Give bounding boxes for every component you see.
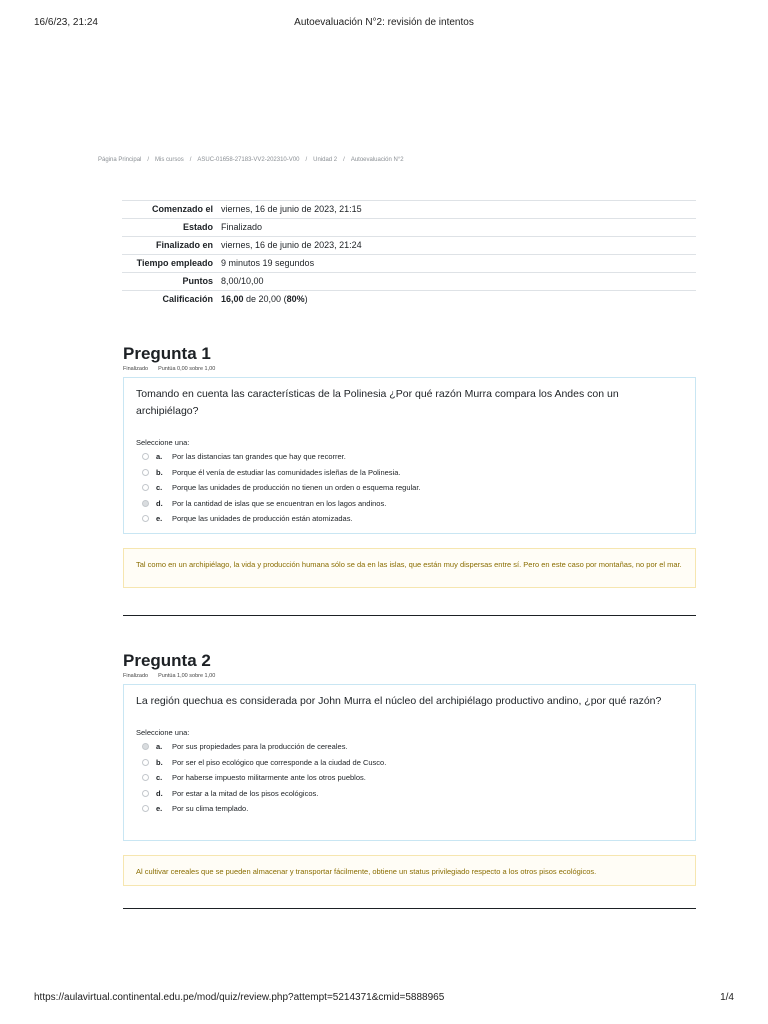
- answer-letter: b.: [156, 467, 163, 477]
- page-number: 1/4: [720, 992, 734, 1003]
- answer-text: Por ser el piso ecológico que corresponde a la ciudad de Cusco.: [172, 757, 387, 767]
- answer-letter: e.: [156, 804, 163, 814]
- attempt-summary-table: [122, 200, 696, 308]
- summary-value: viernes, 16 de junio de 2023, 21:15: [217, 201, 696, 219]
- radio-button[interactable]: [142, 743, 149, 750]
- answer-option[interactable]: [136, 480, 683, 496]
- summary-row-time-taken: [122, 255, 696, 273]
- summary-row-grade: [122, 291, 696, 309]
- summary-row-points: [122, 273, 696, 291]
- question-grade: Puntúa 0,00 sobre 1,00: [158, 366, 216, 372]
- answer-text: Por las distancias tan grandes que hay que recorrer.: [172, 452, 346, 462]
- radio-button[interactable]: [142, 469, 149, 476]
- answer-text: Por su clima templado.: [172, 804, 249, 814]
- radio-button[interactable]: [142, 515, 149, 522]
- radio-button[interactable]: [142, 805, 149, 812]
- radio-button[interactable]: [142, 759, 149, 766]
- summary-row-finished: [122, 237, 696, 255]
- breadcrumb-unit[interactable]: Unidad 2: [313, 157, 338, 163]
- answer-letter: d.: [156, 498, 163, 508]
- answer-option[interactable]: [136, 786, 683, 802]
- answer-option[interactable]: [136, 465, 683, 481]
- print-url: https://aulavirtual.continental.edu.pe/mod/quiz/review.php?attempt=5214371&cmid=5888965: [34, 992, 445, 1003]
- grade-close-paren: ): [304, 294, 308, 304]
- answer-text: Porque él venía de estudiar las comunidades isleñas de la Polinesia.: [172, 467, 401, 477]
- question-2: [123, 651, 696, 909]
- question-state: Finalizado: [123, 366, 149, 372]
- breadcrumb: Página Principal / Mis cursos / ASUC-01658-27183-VV2-202310-V00 / Unidad 2 / Autoevaluación N°2: [98, 157, 404, 163]
- answer-option[interactable]: [136, 449, 683, 465]
- radio-button[interactable]: [142, 484, 149, 491]
- answer-prompt: Seleccione una:: [136, 438, 190, 447]
- question-text: La región quechua es considerada por John Murra el núcleo del archipiélago productivo andino, ¿por qué razón?: [136, 695, 662, 707]
- answer-list: [136, 739, 683, 817]
- summary-value: 8,00/10,00: [217, 273, 696, 291]
- document-title: Autoevaluación N°2: revisión de intentos: [294, 17, 474, 28]
- summary-row-state: [122, 219, 696, 237]
- answer-letter: a.: [156, 452, 163, 462]
- general-feedback: Al cultivar cereales que se pueden almacenar y transportar fácilmente, obtiene un status privilegiado respecto a los otros pisos ecológicos.: [123, 855, 696, 886]
- answer-option[interactable]: [136, 511, 683, 527]
- question-divider: [123, 615, 696, 616]
- summary-value: 9 minutos 19 segundos: [217, 255, 696, 273]
- question-text: Tomando en cuenta las características de la Polinesia ¿Por qué razón Murra compara los Andes con un archipiélago?: [136, 388, 619, 417]
- question-info: [123, 673, 696, 681]
- answer-text: Porque las unidades de producción no tienen un orden o esquema regular.: [172, 483, 421, 493]
- answer-prompt: Seleccione una:: [136, 728, 190, 737]
- answer-option[interactable]: [136, 755, 683, 771]
- answer-text: Por haberse impuesto militarmente ante los otros pueblos.: [172, 773, 366, 783]
- answer-text: Por sus propiedades para la producción de cereales.: [172, 742, 348, 752]
- summary-value: Finalizado: [217, 219, 696, 237]
- question-title: Pregunta 2: [123, 651, 211, 670]
- answer-letter: c.: [156, 773, 163, 783]
- answer-option[interactable]: [136, 496, 683, 512]
- question-1: [123, 344, 696, 616]
- answer-text: Porque las unidades de producción están atomizadas.: [172, 514, 353, 524]
- breadcrumb-my-courses[interactable]: Mis cursos: [155, 157, 184, 163]
- summary-row-started: [122, 201, 696, 219]
- summary-label: Calificación: [122, 291, 217, 309]
- radio-button[interactable]: [142, 500, 149, 507]
- answer-text: Por estar a la mitad de los pisos ecológicos.: [172, 788, 319, 798]
- summary-label: Estado: [122, 219, 217, 237]
- summary-label: Comenzado el: [122, 201, 217, 219]
- summary-label: Tiempo empleado: [122, 255, 217, 273]
- print-header: [34, 17, 734, 31]
- general-feedback: Tal como en un archipiélago, la vida y producción humana sólo se da en las islas, que están muy dispersas entre sí. Pero en este caso por montañas, no por el mar.: [123, 548, 696, 588]
- summary-value: viernes, 16 de junio de 2023, 21:24: [217, 237, 696, 255]
- answer-option[interactable]: [136, 739, 683, 755]
- summary-value: [217, 291, 696, 309]
- breadcrumb-quiz[interactable]: Autoevaluación N°2: [350, 157, 404, 163]
- breadcrumb-course[interactable]: ASUC-01658-27183-VV2-202310-V00: [197, 157, 300, 163]
- answer-letter: d.: [156, 788, 163, 798]
- summary-label: Puntos: [122, 273, 217, 291]
- answer-letter: a.: [156, 742, 163, 752]
- question-title: Pregunta 1: [123, 344, 211, 363]
- question-grade: Puntúa 1,00 sobre 1,00: [158, 673, 216, 679]
- answer-list: [136, 449, 683, 527]
- answer-option[interactable]: [136, 770, 683, 786]
- question-content: [123, 684, 696, 841]
- question-divider: [123, 908, 696, 909]
- radio-button[interactable]: [142, 790, 149, 797]
- question-info: [123, 366, 696, 374]
- breadcrumb-home[interactable]: Página Principal: [98, 157, 142, 163]
- answer-option[interactable]: [136, 801, 683, 817]
- print-footer: [34, 992, 734, 1006]
- grade-value: 16,00: [221, 294, 244, 304]
- grade-percent: 80%: [286, 294, 305, 304]
- question-state: Finalizado: [123, 673, 149, 679]
- summary-label: Finalizado en: [122, 237, 217, 255]
- answer-letter: b.: [156, 757, 163, 767]
- radio-button[interactable]: [142, 774, 149, 781]
- answer-letter: e.: [156, 514, 163, 524]
- print-date: 16/6/23, 21:24: [34, 17, 98, 28]
- answer-text: Por la cantidad de islas que se encuentran en los lagos andinos.: [172, 498, 387, 508]
- answer-letter: c.: [156, 483, 163, 493]
- question-content: [123, 377, 696, 534]
- radio-button[interactable]: [142, 453, 149, 460]
- grade-out-of: de 20,00 (: [243, 294, 287, 304]
